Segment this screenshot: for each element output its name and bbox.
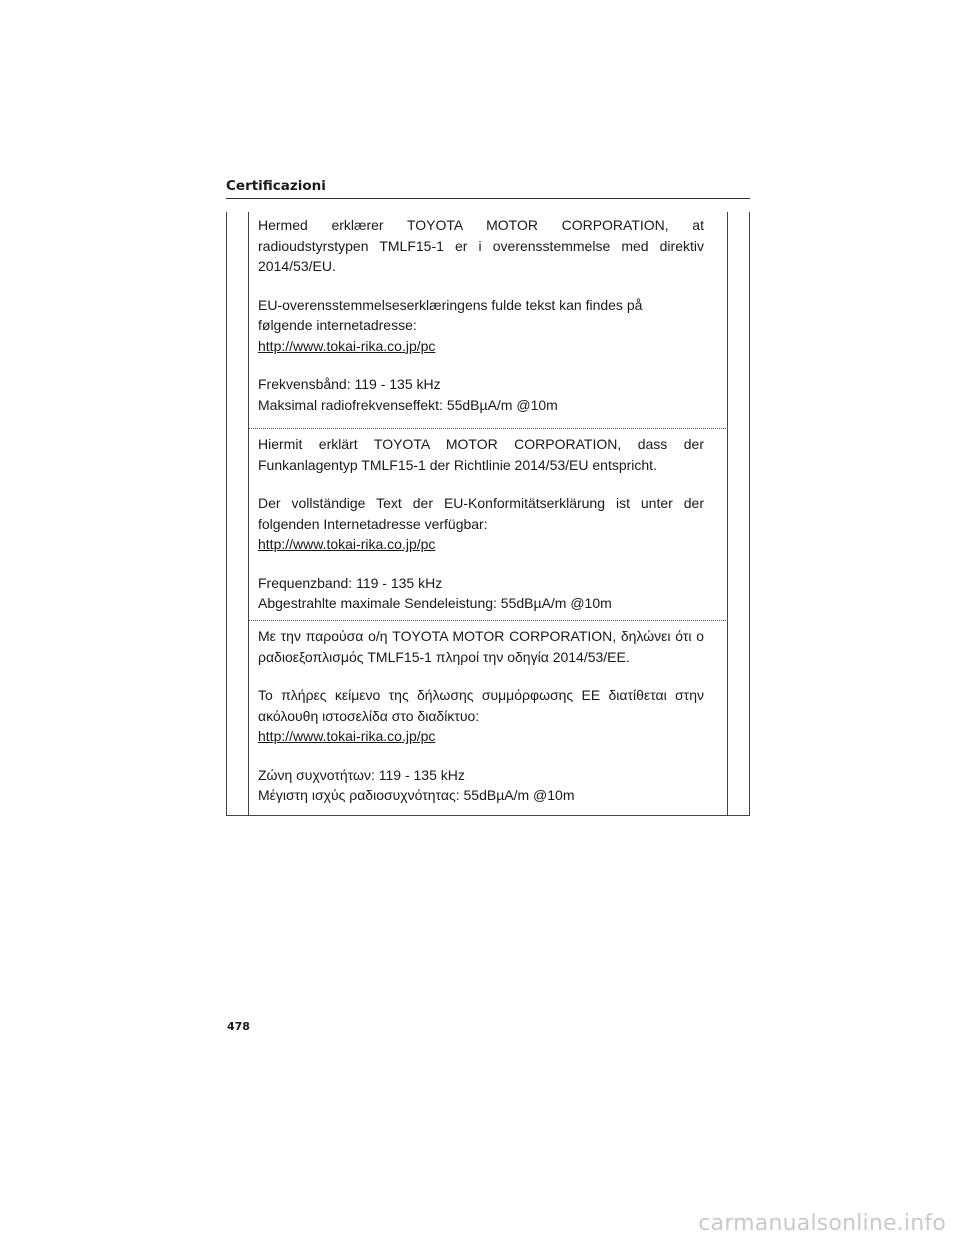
declaration-link[interactable]: http://www.tokai-rika.co.jp/pc	[258, 536, 436, 552]
declaration-link[interactable]: http://www.tokai-rika.co.jp/pc	[258, 728, 436, 744]
table-right-margin-column	[727, 212, 749, 815]
declaration-cell-greek	[249, 620, 728, 816]
certification-table	[226, 212, 750, 816]
fulltext-line: Der vollständige Text der EU-Konformitätserklärung ist unter der	[258, 495, 704, 511]
table-left-margin-column	[227, 212, 249, 815]
declaration-text: Με την παρούσα ο/η TOYOTA MOTOR CORPORATION, δηλώνει ότι ο ραδιοεξοπλισμός TMLF15-1 πληροί την οδηγία 2014/53/ΕΕ.	[258, 628, 704, 665]
title-rule	[226, 198, 750, 199]
fulltext-line: EU-overensstemmelseserklæringens fulde tekst kan findes på	[258, 296, 643, 313]
declaration-link[interactable]: http://www.tokai-rika.co.jp/pc	[258, 337, 436, 354]
declaration-text: Hermed erklærer TOYOTA MOTOR CORPORATION, at radioudstyrstypen TMLF15-1 er i overensstemmelse med direktiv 2014/53/EU.	[258, 217, 704, 274]
section-title: Certificazioni	[226, 178, 326, 194]
declaration-cell-german	[249, 428, 728, 620]
max-power: Abgestrahlte maximale Sendeleistung: 55dBµA/m @10m	[258, 595, 612, 611]
fulltext-line: ακόλουθη ιστοσελίδα στο διαδίκτυο:	[258, 707, 480, 724]
page-number: 478	[227, 1020, 250, 1033]
declaration-text: Hiermit erklärt TOYOTA MOTOR CORPORATION, dass der Funkanlagentyp TMLF15-1 der Richtlinie 2014/53/EU entspricht.	[258, 436, 704, 473]
watermark: carmanualsonline.info	[698, 1211, 946, 1236]
fulltext-line: folgenden Internetadresse verfügbar:	[258, 515, 488, 532]
max-power: Μέγιστη ισχύς ραδιοσυχνότητας: 55dBµA/m @10m	[258, 787, 575, 803]
declaration-cell-danish	[249, 212, 728, 428]
max-power: Maksimal radiofrekvenseffekt: 55dBµA/m @10m	[258, 396, 558, 413]
frequency-band: Frekvensbånd: 119 - 135 kHz	[258, 376, 441, 392]
fulltext-line: Το πλήρες κείμενο της δήλωσης συμμόρφωσης ΕΕ διατίθεται στην	[258, 687, 704, 703]
frequency-band: Ζώνη συχνοτήτων: 119 - 135 kHz	[258, 766, 465, 783]
fulltext-line: følgende internetadresse:	[258, 317, 417, 333]
frequency-band: Frequenzband: 119 - 135 kHz	[258, 574, 443, 591]
